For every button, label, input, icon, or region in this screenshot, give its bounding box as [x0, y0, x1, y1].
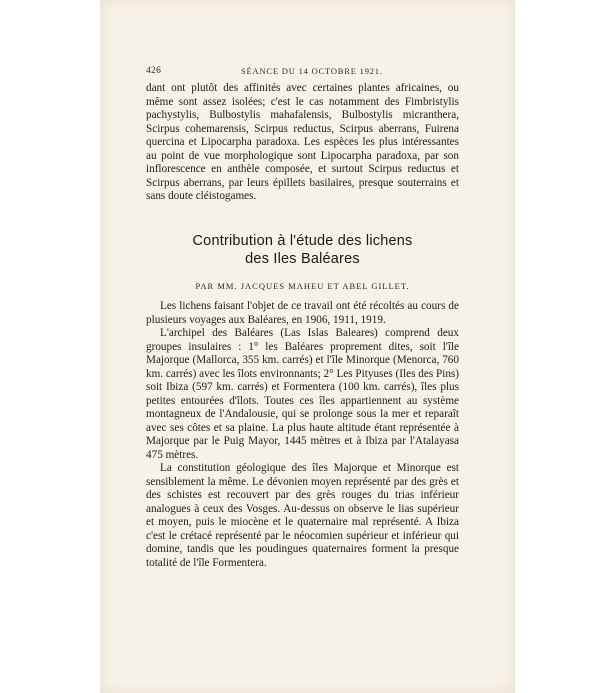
article-title-line2: des Iles Baléares	[245, 251, 360, 267]
article-title	[146, 232, 459, 268]
previous-paragraph: dant ont plutôt des affinités avec certaines plantes africaines, ou même sont assez isolées; c'est le cas notamment des Fimbristylis pachystylis, Bulbostylis mahafalensis, Bulbostylis micranthera, Scirpus cohemarensis, Scirpus reductus, Scirpus aberrans, Fuirena quercina et Lipocarpha paradoxa. Les espèces les plus intéressantes au point de vue morphologique sont Lipocarpha paradoxa, par son inflorescence en anthèle composée, et surtout Scirpus reductus et Scirpus aberrans, par leurs épillets basilaires, presque souterrains et sans doute cléistogames.	[146, 82, 459, 202]
article-title-line1: Contribution à l'étude des lichens	[192, 233, 413, 249]
previous-section-text	[146, 82, 459, 204]
page-number: 426	[146, 66, 162, 76]
article-authors: PAR MM. JACQUES MAHEU ET ABEL GILLET.	[195, 281, 410, 291]
body-paragraph-1: Les lichens faisant l'objet de ce travail ont été récoltés au cours de plusieurs voyages aux Baléares, en 1906, 1911, 1919.	[146, 300, 459, 326]
body-paragraph-2: L'archipel des Baléares (Las Islas Baleares) comprend deux groupes insulaires : 1° les Baléares proprement dites, soit l'île Majorque (Mallorca, 355 km. carrés) et l'île Minorque (Menorca, 760 km. carrés) avec les îlots environnants; 2° Les Pityuses (Iles des Pins) soit Ibiza (597 km. carrés) et Formentera (100 km. carrés), îles plus petites entourées d'îlots. Toutes ces îles appartiennent au système montagneux de l'Andalousie, qui se prolonge sous la mer et reparaît avec ses côtes et sa plaine. La plus haute altitude étant représentée à Majorque par le Puig Mayor, 1445 mètres et à Ibiza par l'Atalayasa 475 mètres.	[146, 327, 459, 461]
running-title: SÉANCE DU 14 OCTOBRE 1921.	[241, 66, 383, 76]
body-paragraph-3: La constitution géologique des îles Majorque et Minorque est sensiblement la même. Le dévonien moyen représenté par des grès et des schistes est recouvert par des grès rouges du trias inférieur analogues à ceux des Vosges. Au-dessus on observe le lias supérieur et moyen, puis le miocène et le quaternaire mal représenté. A Ibiza c'est le crétacé représenté par le néocomien supérieur et inférieur qui domine, tandis que les poudingues quaternaires forment la presque totalité de l'île Formentera.	[146, 462, 459, 569]
article-body	[146, 300, 459, 570]
